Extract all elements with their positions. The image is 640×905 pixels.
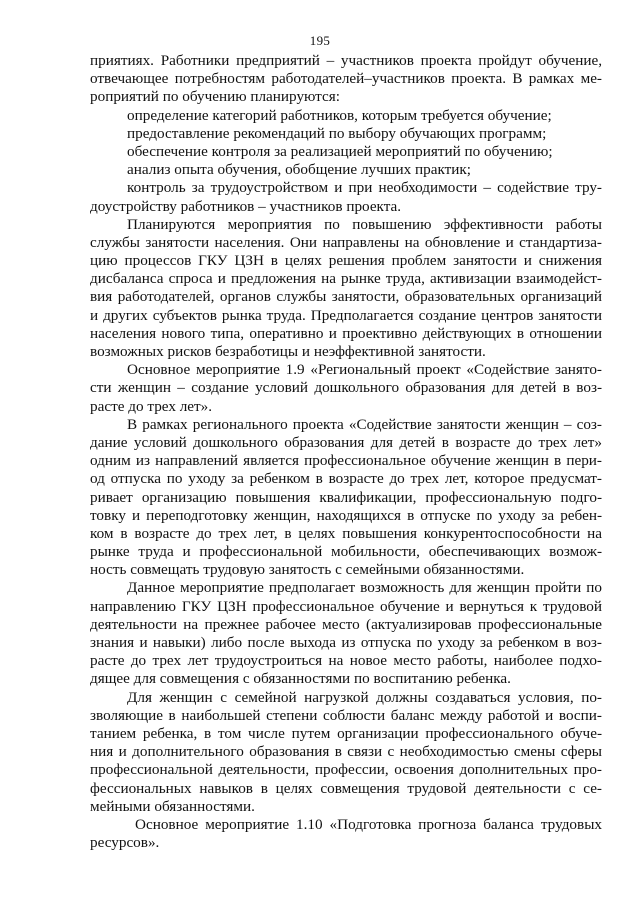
text-line: вия работодателей, органов службы занятости, образовательных организаций xyxy=(90,288,602,306)
text-line: контроль за трудоустройством и при необходимости – содействие тру- xyxy=(127,179,602,197)
text-line: Данное мероприятие предполагает возможность для женщин пройти по xyxy=(127,579,602,597)
text-line: обеспечение контроля за реализацией мероприятий по обучению; xyxy=(127,142,553,160)
text-line: дание условий дошкольного образования для детей в возрасте до трех лет» xyxy=(90,433,602,451)
text-line: Для женщин с семейной нагрузкой должны создаваться условия, по- xyxy=(127,688,602,706)
text-line: направлению ГКУ ЦЗН профессиональное обучение и вернуться к трудовой xyxy=(90,597,602,615)
text-line: зволяющие в наибольшей степени соблюсти баланс между работой и воспи- xyxy=(90,706,602,724)
text-line: Планируются мероприятия по повышению эффективности работы xyxy=(127,215,602,233)
text-line: предоставление рекомендаций по выбору обучающих программ; xyxy=(127,124,547,142)
text-line: рынке труда и профессиональной мобильности, обеспечивающих возмож- xyxy=(90,543,602,561)
text-line: определение категорий работников, которым требуется обучение; xyxy=(127,106,552,124)
text-line: цию процессов ГКУ ЦЗН в целях решения проблем занятости и снижения xyxy=(90,252,602,270)
text-line: ривает организацию повышения квалификации, профессиональную подго- xyxy=(90,488,602,506)
text-line: расте до трех лет». xyxy=(90,397,213,415)
text-line: ния и дополнительного образования в связи с необходимостью смены сферы xyxy=(90,743,602,761)
text-line: Основное мероприятие 1.9 «Региональный проект «Содействие занято- xyxy=(127,361,602,379)
text-line: доустройству работников – участников проекта. xyxy=(90,197,402,215)
text-line: од отпуска по уходу за ребенком в возрасте до трех лет, которое предусмат- xyxy=(90,470,602,488)
text-line: и других субъектов рынка труда. Предполагается создание центров занятости xyxy=(90,306,602,324)
text-line: мейными обязанностями. xyxy=(90,797,255,815)
text-line: сти женщин – создание условий дошкольного образования для детей в воз- xyxy=(90,379,602,397)
text-line: ком в возрасте до трех лет, в целях повышения конкурентоспособности на xyxy=(90,524,602,542)
body-text xyxy=(90,52,602,852)
text-line: возможных рисков безработицы и неэффективной занятости. xyxy=(90,343,486,360)
text-line: дящее для совмещения с обязанностями по воспитанию ребенка. xyxy=(90,670,511,688)
text-line: танием ребенка, в том числе путем организации профессионального обуче- xyxy=(90,724,602,742)
text-line: населения нового типа, оперативно и проективно действующих в отношении xyxy=(90,324,602,342)
text-line: ресурсов». xyxy=(90,834,160,852)
text-line: дисбаланса спроса и предложения на рынке труда, активизации взаимодейст- xyxy=(90,270,602,288)
text-line: знания и навыки) либо после выхода из отпуска по уходу за ребенком в воз- xyxy=(90,634,602,651)
text-line: Основное мероприятие 1.10 «Подготовка прогноза баланса трудовых xyxy=(135,815,602,833)
text-line: ность совмещать трудовую занятость с семейными обязанностями. xyxy=(90,561,525,579)
text-line: приятиях. Работники предприятий – участников проекта пройдут обучение, xyxy=(90,52,602,69)
text-line: службы занятости населения. Они направлены на обновление и стандартиза- xyxy=(90,233,602,251)
text-line: В рамках регионального проекта «Содействие занятости женщин – соз- xyxy=(127,415,602,433)
text-line: одним из направлений является профессиональное обучение женщин в пери- xyxy=(90,452,602,470)
text-line: товку и переподготовку женщин, находящихся в отпуске по уходу за ребен- xyxy=(90,506,602,524)
page-number: 195 xyxy=(309,33,331,48)
text-line: деятельности на прежнее рабочее место (актуализировав профессиональные xyxy=(90,615,602,633)
text-line: профессиональной деятельности, профессии, освоения дополнительных про- xyxy=(90,761,602,779)
text-line: фессиональных навыков в целях совмещения трудовой деятельности с се- xyxy=(90,779,602,797)
text-line: анализ опыта обучения, обобщение лучших практик; xyxy=(127,161,471,179)
text-line: расте до трех лет трудоустроиться на новое место работы, наиболее подхо- xyxy=(90,652,602,670)
text-line: роприятий по обучению планируются: xyxy=(90,88,340,106)
text-line: отвечающее потребностям работодателей–участников проекта. В рамках ме- xyxy=(90,70,602,88)
